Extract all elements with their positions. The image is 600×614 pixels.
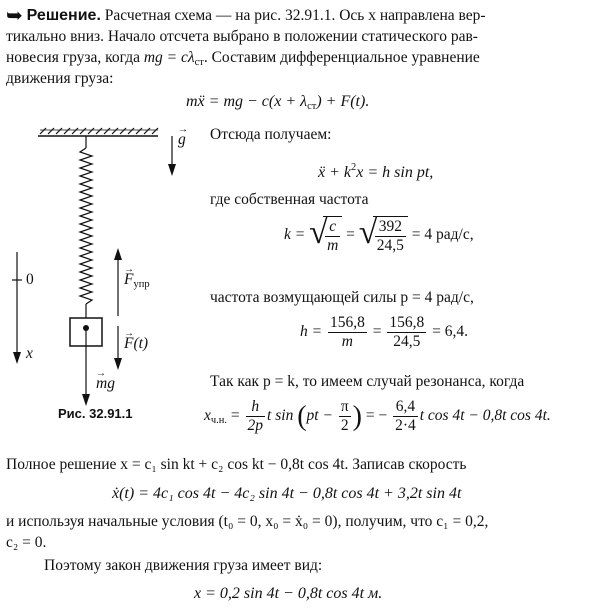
header-line-1: [6, 6, 486, 26]
where-text: где собственная частота: [210, 191, 369, 208]
pointer-arrow-icon: ➥: [6, 5, 23, 27]
equation-reduced: ẍ + $k^2x = h$ sin pt,: [318, 162, 434, 181]
natural-frequency-formula: k = √ $\frac{c}{m}$ = √ $\frac{392}{24,5}$ = 4 рад/с,: [284, 214, 474, 254]
initial-conditions-text: и используя начальные условия (t₀ = 0, x₀ = ẋ₀ = 0), получим, что c₁ = 0,2,: [6, 513, 489, 530]
solution-label: Решение.: [26, 7, 101, 24]
resonance-text: Так как p = k, то имеем случай резонанса, когда: [210, 373, 525, 390]
f-upr-label: → $F_{упр}$: [124, 270, 150, 294]
header-line-3: новесия груза, когда mg = $c\lambda_{ст}$. Составим дифференциальное уравнение: [6, 49, 480, 68]
mg-label: → mg: [96, 374, 115, 393]
law-intro-text: Поэтому закон движения груза имеет вид:: [44, 557, 323, 574]
hence-text: Отсюда получаем:: [210, 126, 332, 143]
header-text-4: движения груза:: [6, 70, 114, 87]
f-t-label: → F(t): [124, 334, 148, 353]
law-of-motion-formula: x = 0,2 sin 4t − 0,8t cos 4t м.: [194, 585, 383, 602]
initial-conditions-text-2: c₂ = 0.: [6, 534, 47, 551]
amplitude-formula: h = $\frac{156,8}{m}$ = $\frac{156,8}{24,5}$ = 6,4.: [300, 314, 468, 350]
x-axis-label: x: [26, 345, 33, 362]
figure-caption: Рис. 32.91.1: [58, 406, 133, 421]
driving-frequency-text: частота возмущающей силы p = 4 рад/с,: [210, 289, 474, 306]
origin-label: 0: [26, 271, 34, 288]
header-text-2: тикально вниз. Начало отсчета выбрано в положении статического рав-: [6, 28, 478, 45]
g-label: → g: [178, 130, 186, 149]
particular-solution-formula: $x_{ч.н.}$ = $\frac{h}{2p}$ t sin (pt − $\frac{\pi}{2}$ ) = − $\frac{6,4}{2\cdot 4}$ t cos 4t − 0,8t cos 4t.: [204, 398, 551, 434]
equation-motion: mẍ = mg − $c(x + \lambda_{ст}) + F(t)$.: [186, 93, 370, 112]
velocity-formula: ẋ(t) = 4c₁ cos 4t − 4c₂ sin 4t − 0,8t cos 4t + 3,2t sin 4t: [112, 485, 462, 502]
header-text-1: Расчетная схема — на рис. 32.91.1. Ось x направлена вер-: [104, 7, 486, 24]
spring: [80, 148, 92, 304]
ceiling-hatch: [38, 128, 158, 136]
full-solution-text: Полное решение x = c₁ sin kt + c₂ cos kt − 0,8t cos 4t. Записав скорость: [6, 456, 467, 473]
